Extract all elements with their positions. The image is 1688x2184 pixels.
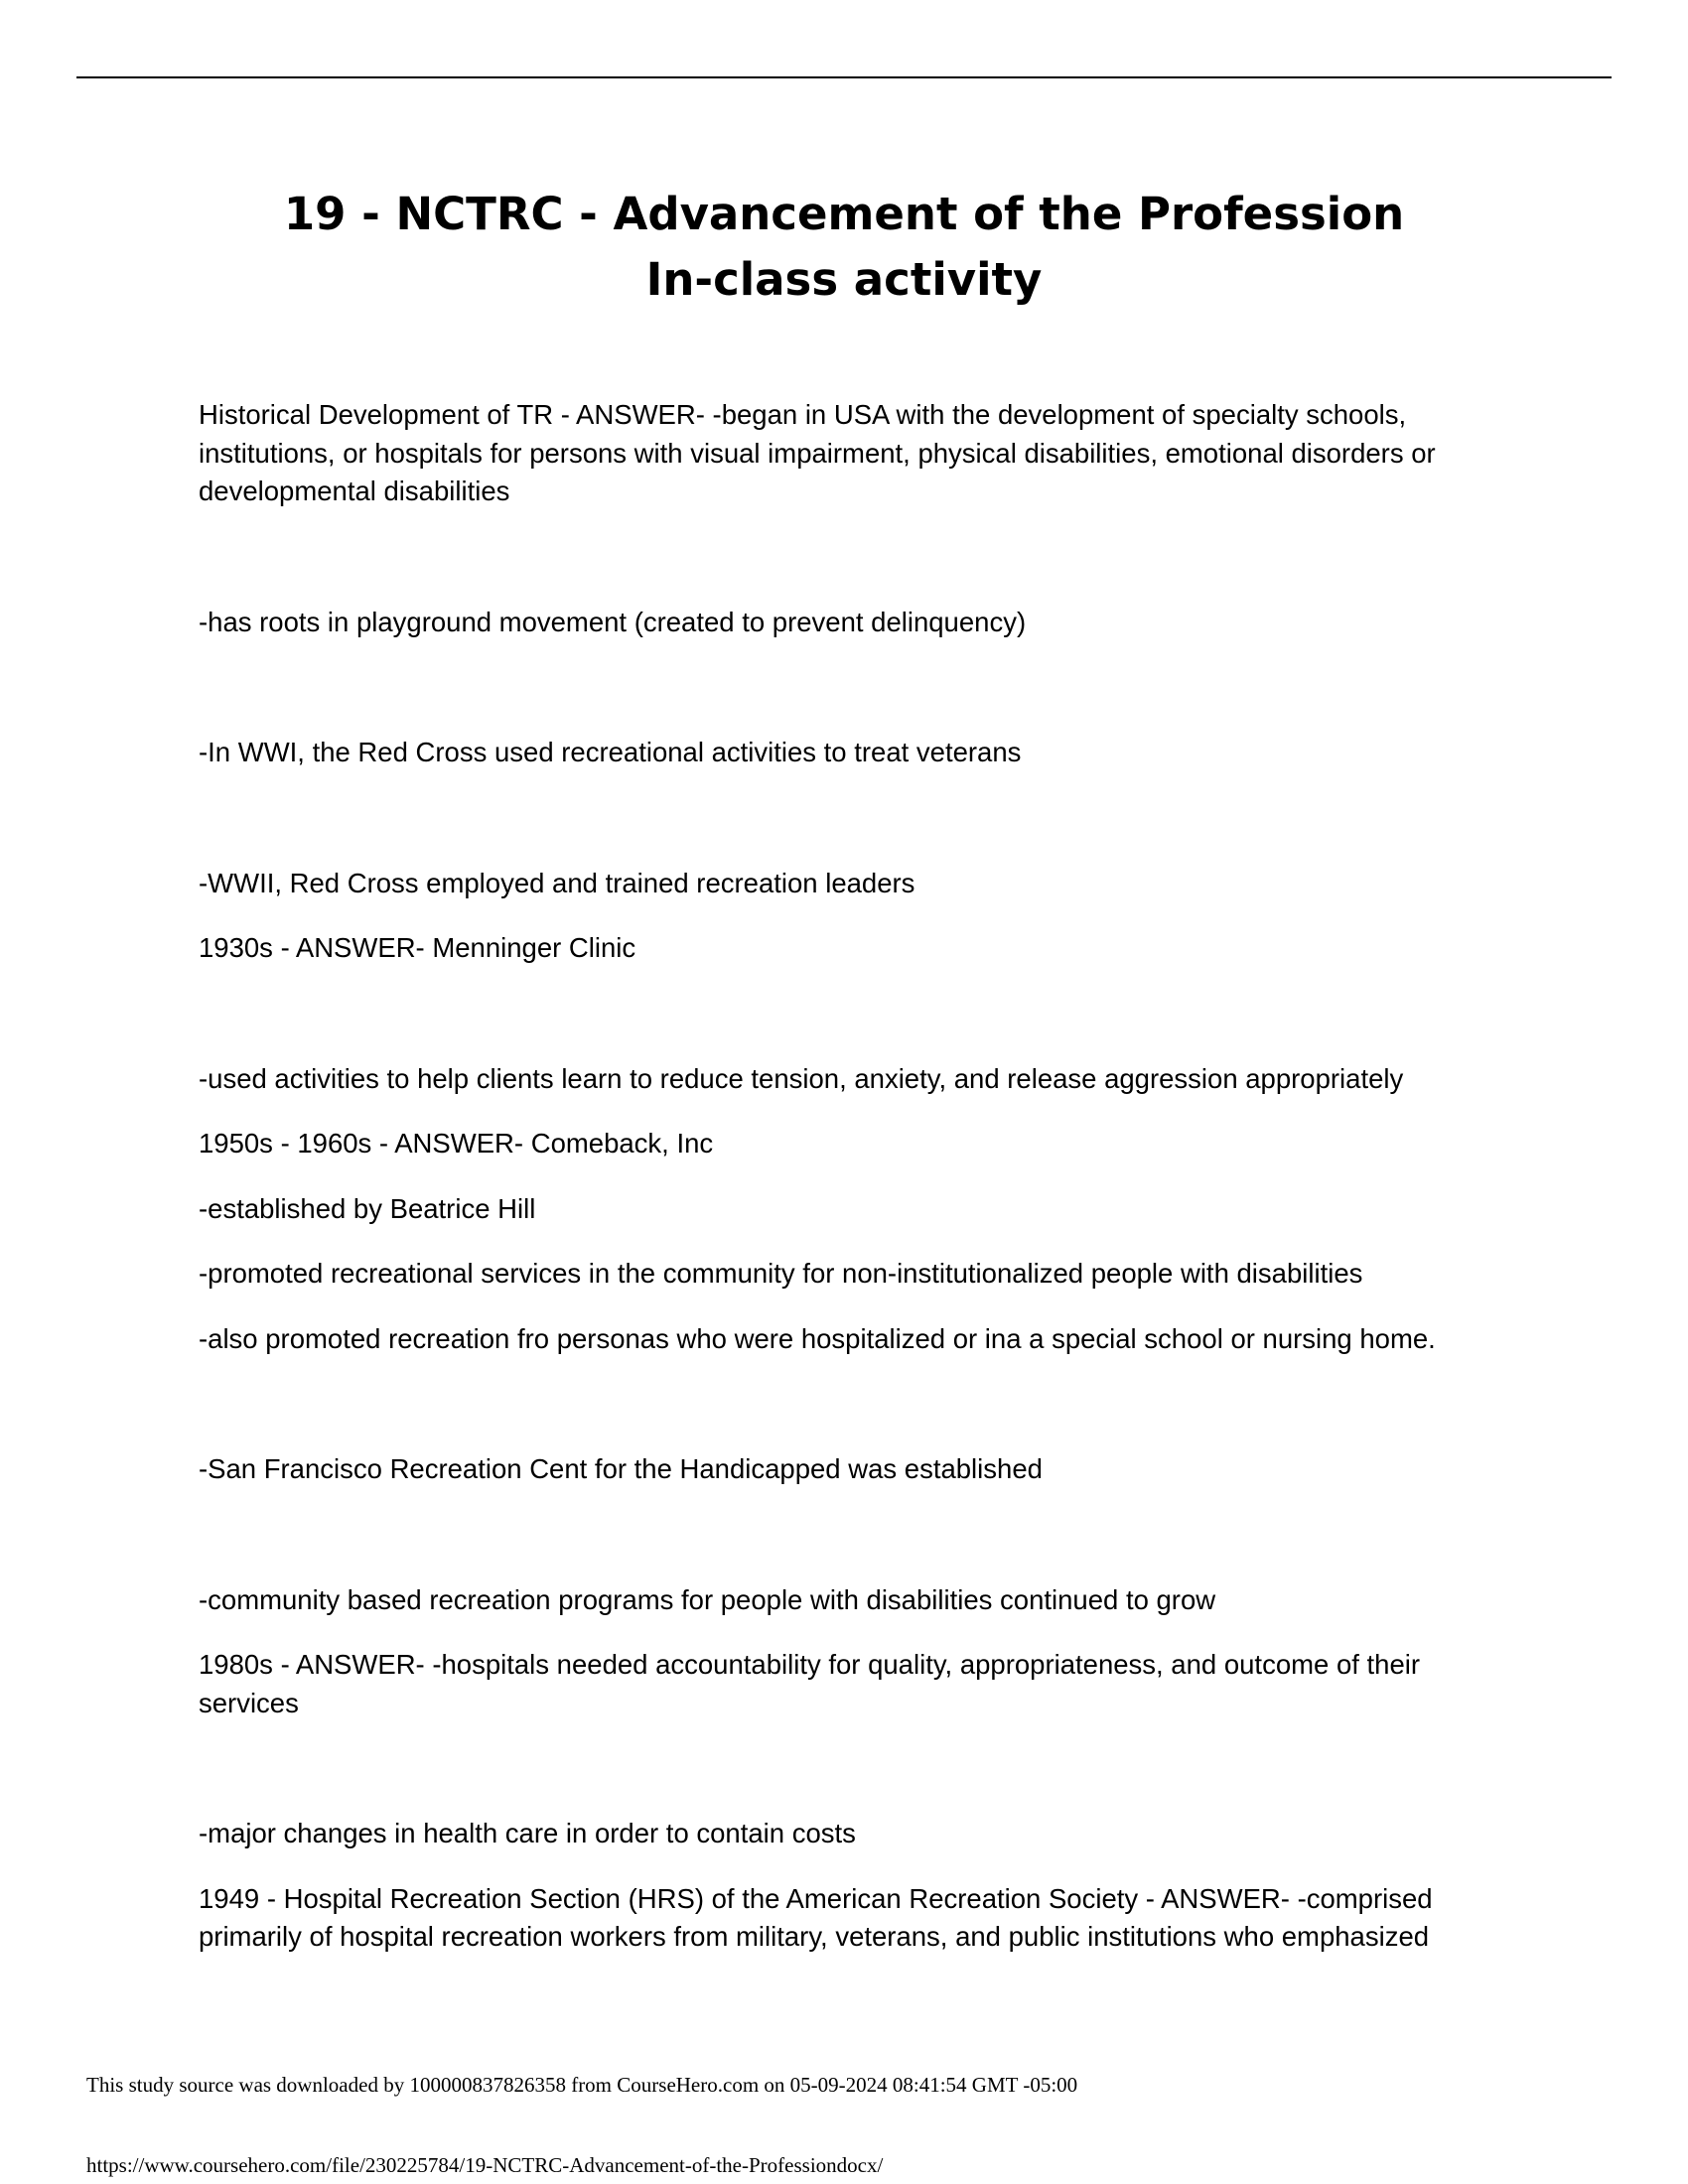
download-source-notice: This study source was downloaded by 100000837826358 from CourseHero.com on 05-09-2024 08:41:54 GMT -05:00	[86, 2073, 1078, 2097]
paragraph: 1980s - ANSWER- -hospitals needed accountability for quality, appropriateness, and outcome of their services	[199, 1649, 1421, 1718]
paragraph: -WWII, Red Cross employed and trained recreation leaders	[199, 867, 915, 898]
title-line-2: In-class activity	[645, 253, 1043, 306]
paragraph: 1950s - 1960s - ANSWER- Comeback, Inc	[199, 1128, 714, 1159]
paragraph: -promoted recreational services in the community for non-institutionalized people with disabilities	[199, 1258, 1363, 1289]
paragraph: -major changes in health care in order to contain costs	[199, 1818, 856, 1848]
paragraph: 1949 - Hospital Recreation Section (HRS) of the American Recreation Society - ANSWER- -comprised primarily of hospital recreation workers from military, veterans, and public institutions who emphasized	[199, 1882, 1433, 1952]
paragraph: -community based recreation programs for people with disabilities continued to grow	[199, 1583, 1216, 1615]
paragraph: -established by Beatrice Hill	[199, 1192, 536, 1224]
paragraph: Historical Development of TR - ANSWER- -began in USA with the development of specialty schools, institutions, or hospitals for persons with visual impairment, physical disabilities, emotional disorders or developmental disabilities	[199, 399, 1436, 506]
source-url[interactable]: https://www.coursehero.com/file/230225784/19-NCTRC-Advancement-of-the-Professiondocx/	[86, 2153, 884, 2177]
paragraph: -used activities to help clients learn to reduce tension, anxiety, and release aggression appropriately	[199, 1062, 1404, 1094]
paragraph: -San Francisco Recreation Cent for the Handicapped was established	[199, 1453, 1043, 1484]
header-divider	[76, 76, 1612, 78]
paragraph: -also promoted recreation fro personas who were hospitalized or ina a special school or nursing home.	[199, 1322, 1436, 1354]
paragraph: -In WWI, the Red Cross used recreational activities to treat veterans	[199, 737, 1022, 767]
title-line-1: 19 - NCTRC - Advancement of the Profession	[283, 188, 1405, 240]
document-title	[0, 182, 1688, 313]
paragraph: 1930s - ANSWER- Menninger Clinic	[199, 932, 636, 963]
paragraph: -has roots in playground movement (created to prevent delinquency)	[199, 606, 1027, 637]
document-body	[199, 396, 1489, 1983]
